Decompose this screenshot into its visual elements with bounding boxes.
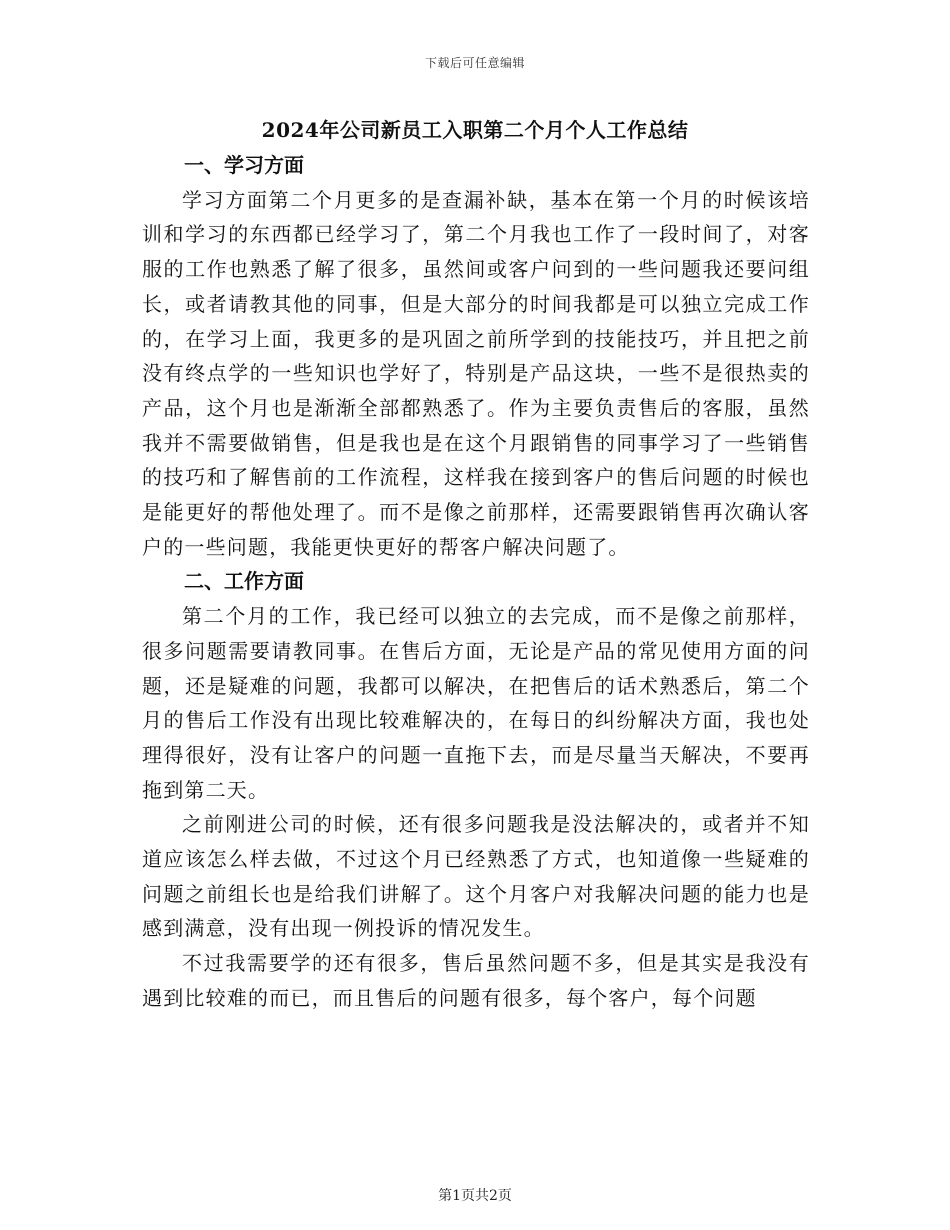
paragraph-work-2: 之前刚进公司的时候，还有很多问题我是没法解决的，或者并不知道应该怎么样去做，不过这个月已经熟悉了方式，也知道像一些疑难的问题之前组长也是给我们讲解了。这个月客户对我解决问题的能力也是感到满意，没有出现一例投诉的情况发生。 xyxy=(142,812,810,941)
paragraph-study-1: 学习方面第二个月更多的是查漏补缺，基本在第一个月的时候该培训和学习的东西都已经学习了，第二个月我也工作了一段时间了，对客服的工作也熟悉了解了很多，虽然间或客户问到的一些问题我还要问组长，或者请教其他的同事，但是大部分的时间我都是可以独立完成工作的，在学习上面，我更多的是巩固之前所学到的技能技巧，并且把之前没有终点学的一些知识也学好了，特别是产品这块，一些不是很热卖的产品，这个月也是渐渐全部都熟悉了。作为主要负责售后的客服，虽然我并不需要做销售，但是我也是在这个月跟销售的同事学习了一些销售的技巧和了解售前的工作流程，这样我在接到客户的售后问题的时候也是能更好的帮他处理了。而不是像之前那样，还需要跟销售再次确认客户的一些问题，我能更快更好的帮客户解决问题了。 xyxy=(142,187,810,559)
section-heading-study: 一、学习方面 xyxy=(184,153,304,177)
paragraph-work-1: 第二个月的工作，我已经可以独立的去完成，而不是像之前那样，很多问题需要请教同事。在售后方面，无论是产品的常见使用方面的问题，还是疑难的问题，我都可以解决，在把售后的话术熟悉后，第二个月的售后工作没有出现比较难解决的，在每日的纠纷解决方面，我也处理得很好，没有让客户的问题一直拖下去，而是尽量当天解决，不要再拖到第二天。 xyxy=(142,604,810,802)
document-title: 2024年公司新员工入职第二个月个人工作总结 xyxy=(261,118,689,142)
paragraph-work-3: 不过我需要学的还有很多，售后虽然问题不多，但是其实是我没有遇到比较难的而已，而且售后的问题有很多，每个客户，每个问题 xyxy=(142,951,810,1010)
header-note: 下载后可任意编辑 xyxy=(424,56,525,70)
page-number: 第1页共2页 xyxy=(438,1188,512,1204)
document-body xyxy=(142,148,810,1016)
section-heading-work: 二、工作方面 xyxy=(184,569,304,594)
